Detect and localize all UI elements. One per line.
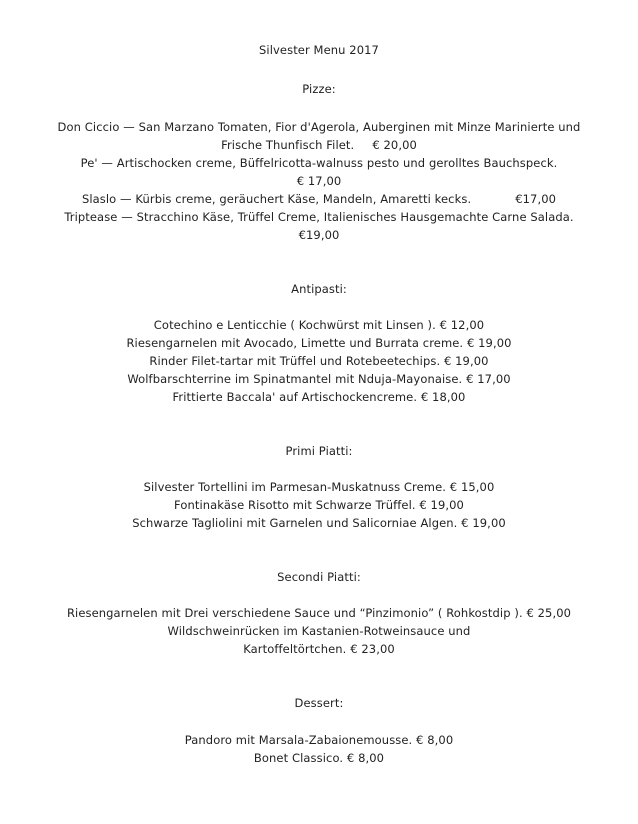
pizza-item-line: Pe' — Artischocken creme, Büffelricotta-walnuss pesto und gerolltes Bauchspeck. <box>80 156 558 170</box>
pizza-item-price: €19,00 <box>298 228 340 242</box>
primi-item: Silvester Tortellini im Parmesan-Muskatnuss Creme. € 15,00 <box>143 480 495 494</box>
pizza-item-line <box>0 136 638 154</box>
antipasti-item: Cotechino e Lenticchie ( Kochwürst mit Linsen ). € 12,00 <box>153 318 485 332</box>
pizza-item-text: Frische Thunfisch Filet. <box>221 138 355 152</box>
pizza-item-line: Triptease — Stracchino Käse, Trüffel Creme, Italienisches Hausgemachte Carne Salada. <box>64 210 574 224</box>
dessert-item: Pandoro mit Marsala-Zabaionemousse. € 8,00 <box>184 733 454 747</box>
menu-title: Silvester Menu 2017 <box>259 43 379 57</box>
pizza-item-price: €17,00 <box>515 192 557 206</box>
section-heading-antipasti: Antipasti: <box>291 282 347 296</box>
section-heading-primi: Primi Piatti: <box>285 444 353 458</box>
pizza-item-line: Don Ciccio — San Marzano Tomaten, Fior d'Agerola, Auberginen mit Minze Marinierte und <box>57 120 581 134</box>
antipasti-item: Frittierte Baccala' auf Artischockencreme. € 18,00 <box>172 390 466 404</box>
pizza-item-price: € 20,00 <box>372 138 417 152</box>
secondi-item: Wildschweinrücken im Kastanien-Rotweinsauce und <box>167 624 471 638</box>
dessert-item: Bonet Classico. € 8,00 <box>253 751 385 765</box>
pizza-item-line <box>0 190 638 208</box>
pizza-item-price: € 17,00 <box>296 174 342 188</box>
antipasti-item: Riesengarnelen mit Avocado, Limette und Burrata creme. € 19,00 <box>126 336 512 350</box>
secondi-item: Riesengarnelen mit Drei verschiedene Sauce und “Pinzimonio” ( Rohkostdip ). € 25,00 <box>66 606 572 620</box>
primi-item: Fontinakäse Risotto mit Schwarze Trüffel. € 19,00 <box>174 498 464 512</box>
section-heading-secondi: Secondi Piatti: <box>277 570 361 584</box>
primi-item: Schwarze Tagliolini mit Garnelen und Salicorniae Algen. € 19,00 <box>132 516 506 530</box>
antipasti-item: Wolfbarschterrine im Spinatmantel mit Nduja-Mayonaise. € 17,00 <box>127 372 511 386</box>
secondi-item: Kartoffeltörtchen. € 23,00 <box>243 642 395 656</box>
pizza-item-text: Slaslo — Kürbis creme, geräuchert Käse, Mandeln, Amaretti kecks. <box>81 192 472 206</box>
antipasti-item: Rinder Filet-tartar mit Trüffel und Rotebeetechips. € 19,00 <box>149 354 489 368</box>
section-heading-pizze: Pizze: <box>302 82 336 96</box>
section-heading-dessert: Dessert: <box>294 696 344 710</box>
